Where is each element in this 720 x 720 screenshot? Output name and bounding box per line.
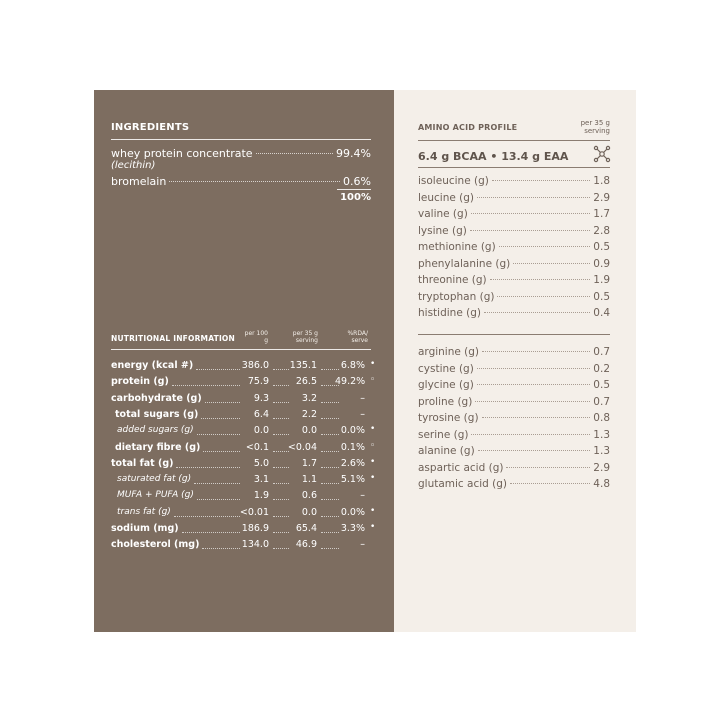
rda-marker: ◦ <box>370 375 376 386</box>
per100-value: 186.9 <box>241 523 269 534</box>
leader-dots <box>477 384 591 385</box>
rda-value: 5.1% <box>340 474 365 486</box>
leader-dots <box>176 467 240 468</box>
rda-marker: • <box>370 424 376 435</box>
leader-dots <box>484 312 590 313</box>
ingredient-row <box>111 175 371 188</box>
amino-divider-rule <box>418 334 610 335</box>
amino-name: proline (g) <box>418 395 473 408</box>
leader-dots <box>497 296 590 297</box>
amino-name: threonine (g) <box>418 274 487 286</box>
amino-name: glutamic acid (g) <box>418 478 508 490</box>
amino-row <box>418 208 610 220</box>
amino-row <box>418 307 610 319</box>
nutrition-label: total fat (g) <box>111 457 174 469</box>
nutrition-label: carbohydrate (g) <box>111 392 202 404</box>
amino-name: valine (g) <box>418 208 468 220</box>
per100-value: 134.0 <box>241 539 269 551</box>
amino-name: methionine (g) <box>418 241 496 253</box>
nutrition-row <box>111 425 375 439</box>
leader-dots <box>490 279 591 280</box>
amino-name: lysine (g) <box>418 224 467 237</box>
rda-value: 49.2% <box>335 376 366 388</box>
serving-value: 46.9 <box>295 539 317 551</box>
leader-dots <box>477 197 590 198</box>
per100-value: <0.1 <box>245 441 269 453</box>
rda-value: 6.8% <box>340 360 365 371</box>
rda-value: – <box>360 392 365 404</box>
nutrition-label: protein (g) <box>111 376 169 388</box>
per100-value: 1.9 <box>253 490 269 502</box>
amino-name: glycine (g) <box>418 379 474 391</box>
serving-value: <0.04 <box>287 441 317 453</box>
nutrition-row <box>111 507 375 521</box>
nutrition-row <box>111 490 375 504</box>
nutrition-label: energy (kcal #) <box>111 360 194 371</box>
amino-value: 1.9 <box>593 274 610 286</box>
per100-value: 6.4 <box>253 408 269 420</box>
amino-name: tyrosine (g) <box>418 412 479 424</box>
leader-dots <box>196 369 240 370</box>
leader-dots <box>492 180 590 181</box>
nutrition-row <box>111 393 375 407</box>
nutrition-row <box>111 360 375 374</box>
leader-dots <box>202 548 240 549</box>
nutrition-label: trans fat (g) <box>117 506 171 517</box>
leader-dots <box>256 153 334 154</box>
leader-dots <box>499 246 591 247</box>
nutrition-row <box>111 523 375 537</box>
amino-row <box>418 462 610 474</box>
amino-value: 0.5 <box>593 379 610 391</box>
ingredients-rule <box>111 139 371 140</box>
amino-value: 0.5 <box>593 241 610 253</box>
leader-dots <box>482 417 591 418</box>
rda-marker: • <box>370 522 376 532</box>
ingredient-name: whey protein concentrate <box>111 147 253 160</box>
leader-dots <box>197 434 240 435</box>
amino-value: 0.8 <box>593 412 610 424</box>
amino-value: 1.3 <box>593 428 610 441</box>
nutrition-label: added sugars (g) <box>117 425 194 436</box>
per100-value: 386.0 <box>241 360 269 371</box>
amino-row <box>418 445 610 457</box>
leader-dots <box>172 385 240 386</box>
total-rule <box>337 189 371 190</box>
per100-value: 75.9 <box>247 376 269 388</box>
nutrition-rule <box>111 349 371 350</box>
per100-value: <0.01 <box>239 506 269 518</box>
rda-value: 0.0% <box>340 425 365 437</box>
amino-name: phenylalanine (g) <box>418 257 511 270</box>
ingredient-value: 0.6% <box>343 175 371 188</box>
leader-dots <box>471 213 591 214</box>
amino-row <box>418 478 610 490</box>
rda-value: – <box>360 539 365 551</box>
amino-row <box>418 291 610 303</box>
ingredients-heading: INGREDIENTS <box>111 122 190 133</box>
ingredient-row <box>111 147 371 160</box>
rda-value: – <box>360 490 365 502</box>
amino-name: tryptophan (g) <box>418 290 495 303</box>
leader-dots <box>513 263 590 264</box>
rda-marker: • <box>370 456 376 467</box>
serving-value: 135.1 <box>289 360 317 371</box>
per100-value: 3.1 <box>253 474 269 486</box>
serving-value: 65.4 <box>295 523 317 534</box>
rda-marker: • <box>370 359 376 369</box>
col-serving-heading: per 35 g serving <box>292 330 318 344</box>
leader-dots <box>205 402 240 403</box>
col-per100-heading: per 100 g <box>244 330 268 344</box>
rda-value: – <box>360 408 365 420</box>
ingredient-value: 99.4% <box>336 147 371 160</box>
ingredient-name: bromelain <box>111 175 167 188</box>
col-rda-heading: %RDA/ serve <box>347 330 368 344</box>
serving-value: 1.7 <box>301 457 317 469</box>
amino-value: 0.4 <box>593 307 610 319</box>
leader-dots <box>470 230 590 231</box>
nutrition-row <box>111 409 375 423</box>
amino-row <box>418 346 610 358</box>
per100-value: 9.3 <box>253 392 269 404</box>
rda-marker: • <box>370 505 376 516</box>
amino-name: serine (g) <box>418 428 469 441</box>
leader-dots <box>506 467 590 468</box>
amino-row <box>418 379 610 391</box>
amino-name: arginine (g) <box>418 346 480 358</box>
leader-dots <box>510 483 590 484</box>
ingredients-total: 100% <box>340 192 371 203</box>
amino-row <box>418 274 610 286</box>
amino-row <box>418 192 610 204</box>
amino-row <box>418 241 610 253</box>
ingredient-note: (lecithin) <box>111 160 156 171</box>
amino-name: histidine (g) <box>418 307 481 319</box>
leader-dots <box>477 368 590 369</box>
amino-value: 1.3 <box>593 445 610 457</box>
amino-row <box>418 396 610 408</box>
amino-value: 1.7 <box>593 208 610 220</box>
ingredients-nutrition-panel <box>94 90 394 632</box>
nutrition-heading: NUTRITIONAL INFORMATION <box>111 334 235 343</box>
rda-marker: • <box>370 473 376 484</box>
amino-value: 2.9 <box>593 191 610 204</box>
serving-value: 3.2 <box>301 392 317 404</box>
leader-dots <box>482 351 590 352</box>
amino-rule <box>418 140 610 141</box>
nutrition-label: saturated fat (g) <box>117 474 192 485</box>
amino-row <box>418 363 610 375</box>
serving-value: 26.5 <box>295 376 317 388</box>
amino-serving-note: per 35 g serving <box>580 119 610 135</box>
leader-dots <box>194 483 240 484</box>
amino-panel <box>394 90 636 632</box>
nutrition-row <box>111 376 375 390</box>
amino-name: isoleucine (g) <box>418 175 489 187</box>
amino-value: 0.7 <box>593 395 610 408</box>
amino-value: 4.8 <box>593 478 610 490</box>
nutrition-label: MUFA + PUFA (g) <box>117 490 194 501</box>
nutrition-label: sodium (mg) <box>111 523 179 534</box>
amino-value: 0.5 <box>593 290 610 303</box>
leader-dots <box>475 401 590 402</box>
summary-rule <box>418 167 610 168</box>
nutrition-row <box>111 442 375 456</box>
rda-value: 0.0% <box>340 506 365 518</box>
leader-dots <box>203 451 240 452</box>
serving-value: 0.0 <box>301 425 317 437</box>
serving-value: 1.1 <box>301 474 317 486</box>
leader-dots <box>174 516 240 517</box>
amino-row <box>418 412 610 424</box>
rda-value: 2.6% <box>340 457 365 469</box>
leader-dots <box>201 418 240 419</box>
molecule-icon <box>593 145 611 163</box>
amino-row <box>418 429 610 441</box>
amino-row <box>418 225 610 237</box>
leader-dots <box>197 499 240 500</box>
nutrition-row <box>111 539 375 553</box>
nutrition-row <box>111 474 375 488</box>
amino-value: 0.2 <box>593 362 610 375</box>
amino-name: alanine (g) <box>418 445 475 457</box>
amino-value: 2.9 <box>593 461 610 474</box>
nutrition-label: cholesterol (mg) <box>111 539 200 551</box>
leader-dots <box>169 181 340 182</box>
bcaa-eaa-summary: 6.4 g BCAA • 13.4 g EAA <box>418 150 569 163</box>
amino-value: 1.8 <box>593 175 610 187</box>
serving-value: 0.0 <box>301 506 317 518</box>
amino-heading: AMINO ACID PROFILE <box>418 123 518 132</box>
rda-marker: ◦ <box>370 440 376 451</box>
per100-value: 5.0 <box>253 457 269 469</box>
rda-value: 0.1% <box>340 441 365 453</box>
amino-value: 2.8 <box>593 224 610 237</box>
leader-dots <box>478 450 591 451</box>
rda-value: 3.3% <box>340 523 365 534</box>
leader-dots <box>182 532 240 533</box>
nutrition-label: dietary fibre (g) <box>115 441 201 453</box>
amino-row <box>418 258 610 270</box>
amino-name: cystine (g) <box>418 362 474 375</box>
leader-dots <box>471 434 590 435</box>
amino-row <box>418 175 610 187</box>
amino-name: aspartic acid (g) <box>418 461 504 474</box>
nutrition-label: total sugars (g) <box>115 408 199 420</box>
nutrition-row <box>111 458 375 472</box>
amino-value: 0.7 <box>593 346 610 358</box>
amino-name: leucine (g) <box>418 191 475 204</box>
amino-value: 0.9 <box>593 257 610 270</box>
per100-value: 0.0 <box>253 425 269 437</box>
serving-value: 2.2 <box>301 408 317 420</box>
serving-value: 0.6 <box>301 490 317 502</box>
